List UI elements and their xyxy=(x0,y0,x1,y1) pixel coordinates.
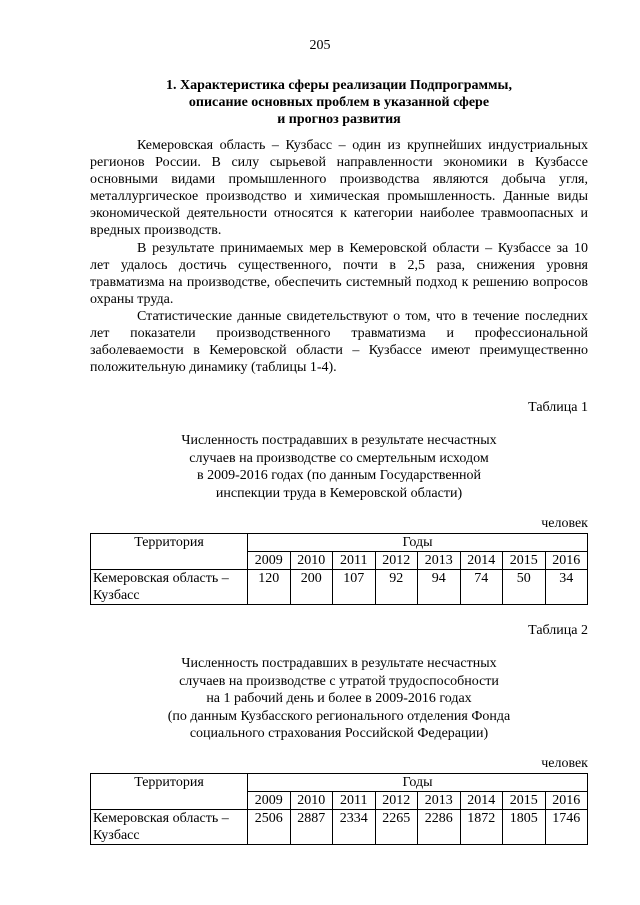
table1-caption-line: в 2009-2016 годах (по данным Государственной xyxy=(196,468,482,483)
table1-value-cell: 200 xyxy=(290,570,333,605)
table-row xyxy=(91,810,588,845)
page-number: 205 xyxy=(309,38,331,53)
table2-territory-header: Территория xyxy=(91,774,248,810)
table1-year-cell: 2011 xyxy=(333,552,376,570)
table2-label: Таблица 2 xyxy=(528,623,588,638)
table2-value-cell: 1805 xyxy=(503,810,546,845)
table2-value-cell: 2887 xyxy=(290,810,333,845)
heading-line-1: 1. Характеристика сферы реализации Подпрограммы, xyxy=(165,78,512,93)
table1-caption-line: инспекции труда в Кемеровской области) xyxy=(215,485,463,501)
table1-label: Таблица 1 xyxy=(528,400,588,415)
paragraph-3: Статистические данные свидетельствуют о том, что в течение последних лет показатели производственного травматизма и профессиональной заболеваемости в Кемеровской области – Кузбассе имеют преимущественно положительную динамику (таблицы 1-4). xyxy=(90,308,588,376)
table2-value-cell: 2334 xyxy=(333,810,376,845)
table2-unit: человек xyxy=(541,756,588,771)
table2-year-cell: 2016 xyxy=(545,792,588,810)
table1-territory-header: Территория xyxy=(91,534,248,570)
table2-value-cell: 1872 xyxy=(460,810,503,845)
table2-caption-line: социального страхования Российской Федерации) xyxy=(189,726,489,741)
table2-year-cell: 2010 xyxy=(290,792,333,810)
table2-year-cell: 2012 xyxy=(375,792,418,810)
section-heading xyxy=(90,77,588,128)
table1-year-cell: 2010 xyxy=(290,552,333,570)
table2-year-cell: 2009 xyxy=(248,792,291,810)
table1-value-cell: 74 xyxy=(460,570,503,605)
table2 xyxy=(90,773,588,845)
table2-value-cell: 2506 xyxy=(248,810,291,845)
table1-row-label: Кемеровская область – Кузбасс xyxy=(91,570,248,605)
table1-year-cell: 2012 xyxy=(375,552,418,570)
table1-value-cell: 92 xyxy=(375,570,418,605)
table2-caption-line: Численность пострадавших в результате несчастных xyxy=(181,656,497,671)
table1 xyxy=(90,533,588,605)
table1-value-cell: 107 xyxy=(333,570,376,605)
body-text xyxy=(90,137,588,376)
table1-year-cell: 2013 xyxy=(418,552,461,570)
heading-line-3: и прогноз развития xyxy=(277,112,401,127)
table2-caption-line: (по данным Кузбасского регионального отделения Фонда xyxy=(167,708,511,724)
table2-years-header: Годы xyxy=(248,774,588,792)
table1-caption-line: Численность пострадавших в результате несчастных xyxy=(181,433,497,448)
paragraph-2: В результате принимаемых мер в Кемеровской области – Кузбассе за 10 лет удалось достичь существенного, почти в 2,5 раза, снижения уровня травматизма на производстве, обеспечить системный подход к решению вопросов охраны труда. xyxy=(90,240,588,307)
table2-year-cell: 2014 xyxy=(460,792,503,810)
table2-value-cell: 1746 xyxy=(545,810,588,845)
table2-caption xyxy=(90,655,588,743)
table1-value-cell: 34 xyxy=(545,570,588,605)
table2-value-cell: 2286 xyxy=(418,810,461,845)
table1-value-cell: 94 xyxy=(418,570,461,605)
table2-value-cell: 2265 xyxy=(375,810,418,845)
table2-year-cell: 2015 xyxy=(503,792,546,810)
table2-caption-line: случаев на производстве с утратой трудоспособности xyxy=(179,673,499,689)
table1-year-cell: 2009 xyxy=(248,552,291,570)
table1-value-cell: 120 xyxy=(248,570,291,605)
heading-line-2: описание основных проблем в указанной сфере xyxy=(188,95,490,110)
table1-caption-line: случаев на производстве со смертельным исходом xyxy=(189,450,489,466)
table2-header-row xyxy=(91,774,588,792)
table1-header-row xyxy=(91,534,588,552)
table2-row-label: Кемеровская область – Кузбасс xyxy=(91,810,248,845)
table1-unit: человек xyxy=(541,516,588,531)
table1-value-cell: 50 xyxy=(503,570,546,605)
paragraph-1: Кемеровская область – Кузбасс – один из крупнейших индустриальных регионов России. В силу сырьевой направленности экономики в Кузбассе основными видами промышленного производства являются добыча угля, металлургическое производство и химическая промышленность. Данные виды экономической деятельности относятся к категории наиболее травмоопасных и вредных производств. xyxy=(90,138,588,239)
table2-caption-line: на 1 рабочий день и более в 2009-2016 годах xyxy=(206,691,472,706)
table1-year-cell: 2015 xyxy=(503,552,546,570)
table2-year-cell: 2013 xyxy=(418,792,461,810)
table1-year-cell: 2016 xyxy=(545,552,588,570)
table2-year-cell: 2011 xyxy=(333,792,376,810)
table1-years-header: Годы xyxy=(248,534,588,552)
table-row xyxy=(91,570,588,605)
table1-caption xyxy=(90,432,588,502)
table1-year-cell: 2014 xyxy=(460,552,503,570)
